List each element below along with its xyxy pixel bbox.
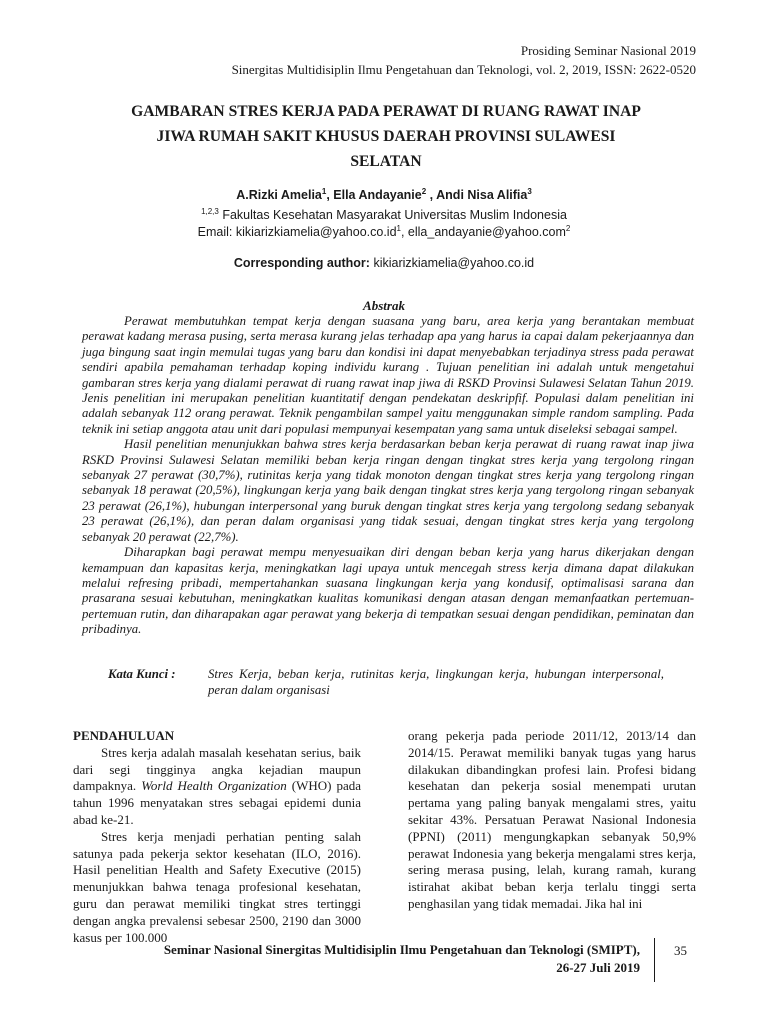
author-2-sup: 2 bbox=[421, 186, 427, 196]
footer-line-2: 26-27 Juli 2019 bbox=[556, 960, 640, 975]
affiliation-sup: 1,2,3 bbox=[201, 206, 219, 216]
abstract-heading: Abstrak bbox=[363, 298, 405, 313]
keywords-label: Kata Kunci : bbox=[108, 667, 176, 681]
footer-line-1: Seminar Nasional Sinergitas Multidisiplin Ilmu Pengetahuan dan Teknologi (SMIPT), bbox=[163, 942, 640, 957]
intro-paragraph-2: Stres kerja menjadi perhatian penting salah satunya pada pekerja sektor kesehatan (ILO, 2016). Hasil penelitian Health and Safety Executive (2015) menunjukkan bahwa tenaga profesional kesehatan, guru dan perawat memiliki tingkat stres tertinggi dengan angka prevalensi sebesar 2500, 2190 dan 3000 kasus per 100.000 bbox=[73, 828, 361, 945]
paper-title bbox=[80, 99, 692, 174]
title-line-3: SELATAN bbox=[350, 153, 422, 170]
corresponding-label: Corresponding author: bbox=[233, 256, 370, 270]
page-number: 35 bbox=[674, 943, 687, 958]
intro-paragraph-continued: orang pekerja pada periode 2011/12, 2013/14 dan 2014/15. Perawat memiliki banyak tugas yang harus dilakukan dibandingkan profesi lain. Profesi bidang kesehatan dan pekerja sosial menempati urutan pertama yang paling banyak mengalami stres, yaitu sekitar 43%. Persatuan Perawat Nasional Indonesia (PPNI) (2011) mengungkapkan sebanyak 50,9% perawat Indonesia yang bekerja mengalami stres kerja, sering merasa pusing, lelah, kurang ramah, kurang istirahat akibat beban kerja terlalu tinggi serta penghasilan yang tidak memadai. Jika hal ini bbox=[408, 728, 696, 911]
affiliation-text: Fakultas Kesehatan Masyarakat Universitas Muslim Indonesia bbox=[218, 208, 567, 222]
keywords bbox=[108, 666, 664, 698]
proceedings-title: Prosiding Seminar Nasional 2019 bbox=[520, 43, 696, 58]
email-2-sup: 2 bbox=[565, 223, 571, 233]
abstract-paragraph-2: Hasil penelitian menunjukkan bahwa stres kerja berdasarkan beban kerja perawat di ruang rawat inap jiwa RSKD Provinsi Sulawesi Selatan memiliki beban kerja ringan dengan tingkat stres kerja yang tergolong ringan sebanyak 27 perawat (30,7%), rutinitas kerja yang tidak monoton dengan tingkat stres kerja yang tergolong ringan sebanyak 18 perawat (20,5%), lingkungan kerja yang baik dengan tingkat stres kerja yang tergolong ringan sebanyak 23 perawat (26,1%), hubungan interpersonal yang buruk dengan tingkat stres kerja yang tergolong sedang sebanyak 23 perawat (26,1%), dan peran dalam organisasi yang tidak sesuai, dengan tingkat stres kerja yang tergolong sebanyak 20 perawat (22,7%). bbox=[82, 437, 694, 544]
corresponding-author bbox=[0, 256, 768, 270]
email-1-sup: 1 bbox=[396, 223, 401, 233]
proceedings-volume-issn: Sinergitas Multidisiplin Ilmu Pengetahuan dan Teknologi, vol. 2, 2019, ISSN: 2622-0520 bbox=[231, 62, 696, 77]
author-1: A.Rizki Amelia bbox=[236, 188, 322, 202]
abstract-paragraph-3: Diharapkan bagi perawat mempu menyesuaikan diri dengan beban kerja yang harus dikerjakan dengan kemampuan dan kapasitas kerja, meningkatkan lagi upaya untuk mencegah stress kerja dimana dapat dilakukan melalui refresing pribadi, mempertahankan suasana lingkungan kerja yang kondusif, optimalisasi sarana dan prasarana sesuai kebutuhan, meningkatkan kualitas komunikasi dengan atasan dengan memanfaatkan pertemuan-pertemuan rutin, dan diharapakan agar perawat yang bekerja di tempatkan sesuai dengan pendidikan, peminatan dan pribadinya. bbox=[82, 545, 694, 637]
intro-p1-text-b: (WHO) pada tahun 1996 menyatakan stres sebagai epidemi dunia abad ke-21. bbox=[73, 778, 362, 827]
intro-paragraph-1 bbox=[73, 745, 361, 829]
body-column-left bbox=[73, 728, 361, 946]
email-1: Email: kikiarizkiamelia@yahoo.co.id bbox=[197, 225, 397, 239]
corresponding-email: kikiarizkiamelia@yahoo.co.id bbox=[369, 256, 535, 270]
email-line bbox=[0, 224, 768, 241]
author-3: , Andi Nisa Alifia bbox=[426, 188, 528, 202]
title-line-1: GAMBARAN STRES KERJA PADA PERAWAT DI RUANG RAWAT INAP bbox=[131, 103, 641, 120]
footer-conference bbox=[60, 941, 640, 977]
intro-p1-text-a: Stres kerja adalah masalah kesehatan serius, baik dari segi tingginya angka kejadian maupun dampaknya. bbox=[73, 744, 361, 794]
email-2: , ella_andayanie@yahoo.com bbox=[400, 225, 566, 239]
title-line-2: JIWA RUMAH SAKIT KHUSUS DAERAH PROVINSI SULAWESI bbox=[156, 128, 616, 145]
author-1-sup: 1 bbox=[321, 186, 327, 196]
abstract-body bbox=[82, 314, 694, 638]
author-2: , Ella Andayanie bbox=[326, 188, 422, 202]
body-column-right bbox=[408, 728, 696, 913]
section-heading-pendahuluan: PENDAHULUAN bbox=[73, 728, 175, 743]
abstract-paragraph-1: Perawat membutuhkan tempat kerja dengan suasana yang baru, area kerja yang berantakan membuat perawat kadang merasa pusing, serta merasa kurang jelas terhadap apa yang harus ia capai dalam pekerjaannya dan juga bingung saat ingin memulai tugas yang baru dan kondisi ini dapat menyebabkan terjadinya stress pada perawat sendiri apabila pemahaman terhadap koping individu kurang . Tujuan penelitian ini adalah untuk mengetahui gambaran stres kerja yang dialami perawat di ruang rawat inap jiwa di RSKD Provinsi Sulawesi Selatan Tahun 2019. Jenis penelitian ini merupakan penelitian kuantitatif dengan pendekatan deskripfif. Populasi dalam penelitian ini adalah sebanyak 112 orang perawat. Teknik pengambilan sampel yaitu menggunakan simple random sampling. Pada teknik ini setiap anggota atau unit dari populasi mempunyai kesempatan yang sama untuk diseleksi sebagai sampel. bbox=[82, 314, 694, 436]
keywords-text: Stres Kerja, beban kerja, rutinitas kerja, lingkungan kerja, hubungan interpersonal, peran dalam organisasi bbox=[208, 667, 664, 697]
footer-divider bbox=[654, 938, 655, 982]
affiliation bbox=[0, 207, 768, 224]
intro-p1-who: World Health Organization bbox=[141, 778, 287, 794]
author-3-sup: 3 bbox=[527, 186, 532, 196]
author-list bbox=[0, 188, 768, 202]
